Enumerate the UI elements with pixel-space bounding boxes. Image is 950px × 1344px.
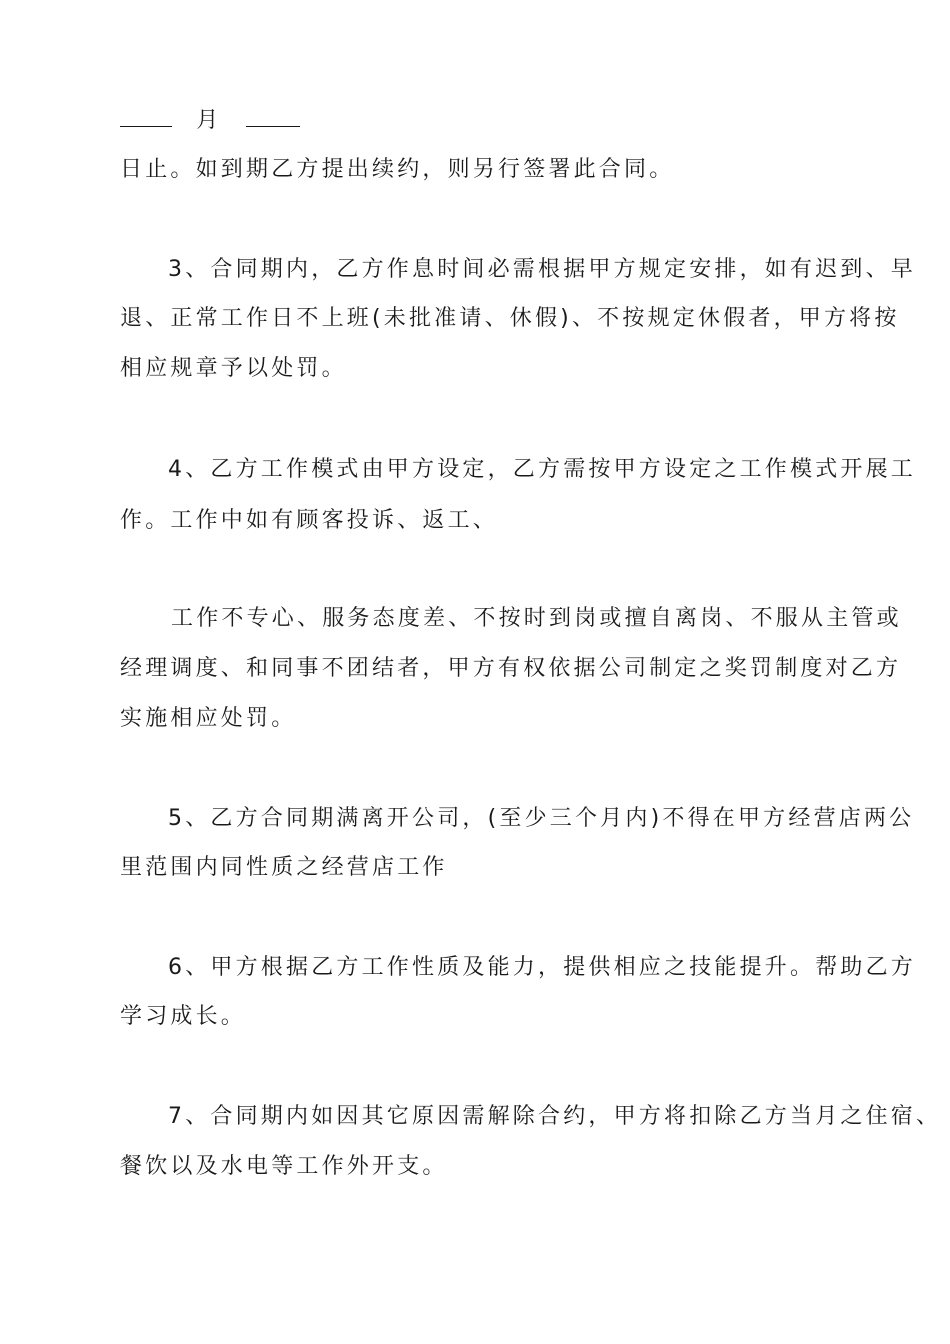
clause-5-line: 5、乙方合同期满离开公司，(至少三个月内)不得在甲方经营店两公 xyxy=(168,806,915,831)
month-label: 月 xyxy=(196,108,222,133)
clause-3-line: 3、合同期内，乙方作息时间必需根据甲方规定安排，如有迟到、早 xyxy=(168,257,916,282)
date-line xyxy=(120,104,840,136)
clause-4-continued-line: 工作不专心、服务态度差、不按时到岗或擅自离岗、不服从主管或 xyxy=(171,606,902,631)
clause-6-line: 6、甲方根据乙方工作性质及能力，提供相应之技能提升。帮助乙方 xyxy=(168,955,916,980)
clause-5-line: 里范围内同性质之经营店工作 xyxy=(120,855,448,880)
clause-7-line: 7、合同期内如因其它原因需解除合约，甲方将扣除乙方当月之住宿、 xyxy=(168,1104,942,1129)
clause-3-line: 相应规章予以处罚。 xyxy=(120,356,347,381)
clause-4-line: 4、乙方工作模式由甲方设定，乙方需按甲方设定之工作模式开展工 xyxy=(168,457,916,482)
clause-4-line: 作。工作中如有顾客投诉、返工、 xyxy=(120,508,499,533)
clause-4-continued-line: 实施相应处罚。 xyxy=(120,706,297,731)
clause-7-line: 餐饮以及水电等工作外开支。 xyxy=(120,1154,448,1179)
blank-field xyxy=(246,104,300,127)
clause-6-line: 学习成长。 xyxy=(120,1004,247,1029)
paragraph-line: 日止。如到期乙方提出续约，则另行签署此合同。 xyxy=(120,157,675,182)
blank-field xyxy=(120,104,172,127)
clause-3-line: 退、正常工作日不上班(未批准请、休假)、不按规定休假者，甲方将按 xyxy=(120,306,900,331)
clause-4-continued-line: 经理调度、和同事不团结者，甲方有权依据公司制定之奖罚制度对乙方 xyxy=(120,656,902,681)
